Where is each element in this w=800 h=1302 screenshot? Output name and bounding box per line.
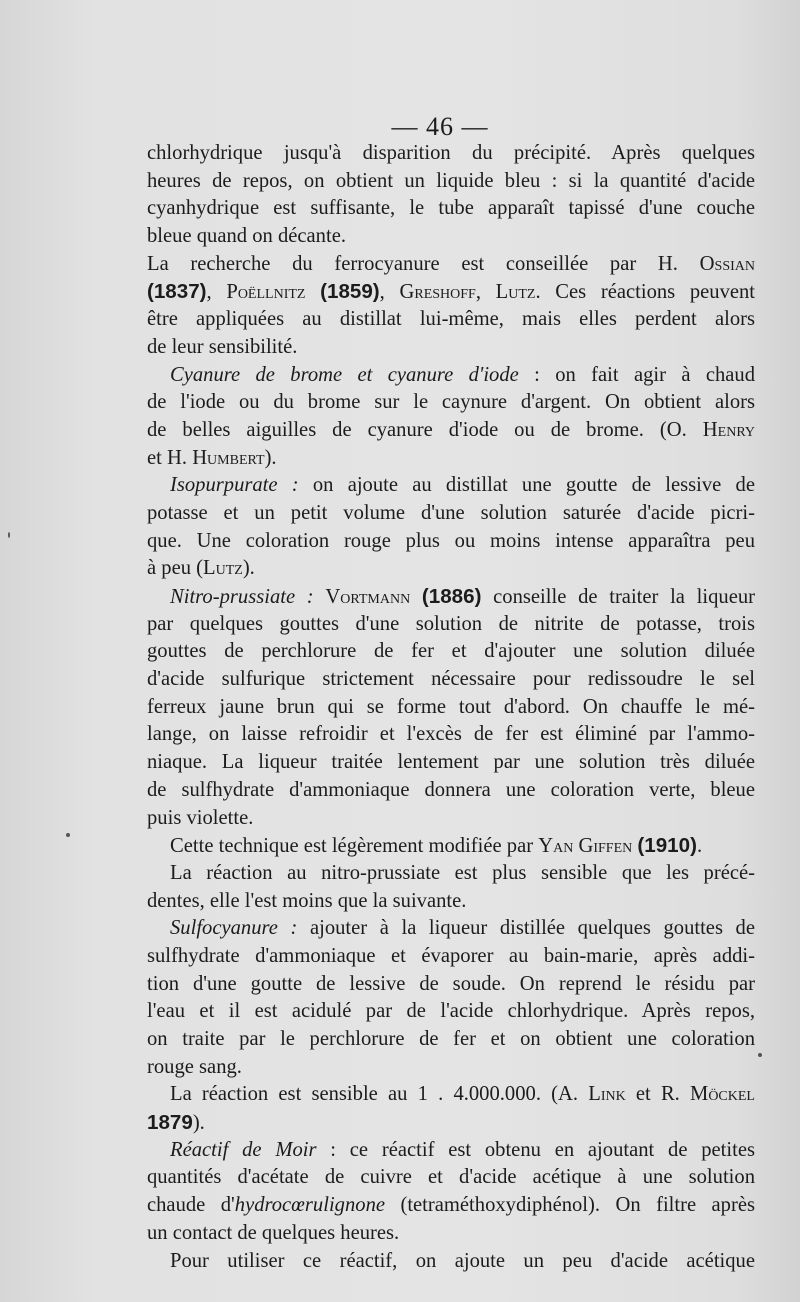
text-line xyxy=(147,278,755,306)
ink-speck xyxy=(758,1053,762,1057)
text-line: niaque. La liqueur traitée lentement par une solution très diluée xyxy=(147,751,755,774)
text-line: potasse et un petit volume d'une solution saturée d'acide picri- xyxy=(147,501,755,524)
chemical-name: hydrocœrulignone xyxy=(234,1194,386,1217)
text-line xyxy=(147,1192,755,1220)
text-run: ). xyxy=(242,557,255,580)
text-run: chaude d' xyxy=(147,1194,235,1217)
text-line xyxy=(147,915,755,943)
text-line: puis violette. xyxy=(147,806,254,829)
text-line: de l'iode ou du brome sur le caynure d'argent. On obtient alors xyxy=(147,391,755,414)
body-text xyxy=(147,140,755,1275)
text-line: cyanhydrique est suffisante, le tube apparaît tapissé d'une couche xyxy=(147,197,755,220)
text-line: sulfhydrate d'ammoniaque et évaporer au bain-marie, après addi- xyxy=(147,944,755,967)
text-run xyxy=(410,586,422,608)
section-heading: Nitro-prussiate : xyxy=(170,586,314,608)
page-number: — 46 — xyxy=(391,112,489,141)
author-name: Henry xyxy=(702,418,755,441)
text-run: La réaction est sensible au 1 . 4.000.000. (A. xyxy=(170,1083,589,1106)
text-line: de leur sensibilité. xyxy=(147,335,298,358)
text-run: . xyxy=(696,835,703,858)
author-name: Link xyxy=(588,1083,626,1106)
text-line: La réaction au nitro-prussiate est plus sensible que les précé- xyxy=(170,861,755,884)
text-line: d'acide sulfurique strictement nécessaire pour redissoudre le sel xyxy=(147,668,755,691)
text-line: Pour utiliser ce réactif, on ajoute un peu d'acide acétique xyxy=(170,1249,755,1272)
year: (1886) xyxy=(421,585,482,608)
text-line: heures de repos, on obtient un liquide bleu : si la quantité d'acide xyxy=(147,169,755,192)
author-name: Möckel xyxy=(690,1083,755,1106)
text-line: quantités d'acétate de cuivre et d'acide acétique à une solution xyxy=(147,1166,755,1189)
text-line xyxy=(147,1109,755,1137)
year: (1837) xyxy=(147,280,207,304)
text-run: conseille de traiter la liqueur xyxy=(481,586,755,608)
text-line: gouttes de perchlorure de fer et d'ajouter une solution diluée xyxy=(147,640,755,663)
text-line xyxy=(147,832,755,860)
year: (1910) xyxy=(637,834,697,858)
ink-speck xyxy=(8,532,10,538)
year: 1879 xyxy=(147,1111,193,1135)
text-line xyxy=(147,445,755,473)
text-run: ). xyxy=(264,446,277,469)
text-line: ferreux jaune brun qui se forme tout d'abord. On chauffe le mé- xyxy=(147,695,755,718)
text-run: , xyxy=(379,281,400,304)
author-name: Lutz xyxy=(203,557,243,580)
year: (1859) xyxy=(320,280,380,304)
text-line: que. Une coloration rouge plus ou moins intense apparaîtra peu xyxy=(147,529,755,552)
text-line: un contact de quelques heures. xyxy=(147,1221,400,1244)
text-line xyxy=(147,251,755,279)
text-run: et H. xyxy=(147,446,193,469)
text-line: dentes, elle l'est moins que la suivante. xyxy=(147,889,467,912)
section-heading: Réactif de Moir xyxy=(170,1138,317,1161)
text-line xyxy=(147,362,755,390)
text-run: : ce réactif est obtenu en ajoutant de petites xyxy=(316,1138,755,1161)
author-name: Greshoff xyxy=(399,281,476,304)
text-run: (tetraméthoxydiphénol). On filtre après xyxy=(385,1194,755,1217)
text-line: chlorhydrique jusqu'à disparition du précipité. Après quelques xyxy=(147,142,755,164)
text-run: ). xyxy=(192,1112,205,1135)
text-run: La recherche du ferrocyanure est conseillée par H. xyxy=(147,252,700,275)
text-run: on ajoute au distillat une goutte de lessive de xyxy=(298,474,755,497)
author-name: Humbert xyxy=(192,446,265,469)
text-line xyxy=(147,472,755,500)
text-run: de belles aiguilles de cyanure d'iode ou de brome. (O. xyxy=(147,418,703,441)
text-line: on traite par le perchlorure de fer et on obtient une coloration xyxy=(147,1028,755,1050)
text-line xyxy=(147,583,755,611)
text-run xyxy=(314,586,326,608)
text-run: ajouter à la liqueur distillée quelques gouttes de xyxy=(297,917,755,940)
text-run: Cette technique est légèrement modifiée par xyxy=(170,835,539,858)
text-line: bleue quand on décante. xyxy=(147,225,346,248)
text-line: lange, on laisse refroidir et l'excès de fer est éliminé par l'ammo- xyxy=(147,723,755,746)
text-line xyxy=(147,417,755,445)
text-line xyxy=(147,555,755,583)
section-heading: Sulfocyanure : xyxy=(170,917,298,940)
section-heading: Cyanure de brome et cyanure d'iode xyxy=(170,363,519,386)
text-run: à peu ( xyxy=(147,557,204,580)
text-line: par quelques gouttes d'une solution de nitrite de potasse, trois xyxy=(147,612,755,635)
text-run: et R. xyxy=(625,1083,691,1106)
author-name: Yan Giffen xyxy=(538,835,633,858)
text-line: de sulfhydrate d'ammoniaque donnera une coloration verte, bleue xyxy=(147,778,755,801)
section-heading: Isopurpurate : xyxy=(170,474,299,497)
author-name: Ossian xyxy=(699,252,755,275)
text-line xyxy=(147,1137,755,1165)
text-line: rouge sang. xyxy=(147,1055,242,1078)
ink-speck xyxy=(66,833,70,837)
text-run: . Ces réactions peuvent xyxy=(535,281,756,304)
text-run xyxy=(305,281,320,303)
text-run: , xyxy=(206,281,227,304)
text-line: l'eau et il est acidulé par de l'acide chlorhydrique. Après repos, xyxy=(147,1000,755,1023)
text-run: , xyxy=(475,281,496,304)
text-line: être appliquées au distillat lui-même, mais elles perdent alors xyxy=(147,308,755,331)
author-name: Lutz xyxy=(495,281,536,304)
text-line xyxy=(147,1081,755,1109)
author-name: Vortmann xyxy=(325,586,411,608)
author-name: Poëllnitz xyxy=(226,281,306,304)
text-line: tion d'une goutte de lessive de soude. On reprend le résidu par xyxy=(147,972,755,995)
text-run: : on fait agir à chaud xyxy=(518,363,755,386)
